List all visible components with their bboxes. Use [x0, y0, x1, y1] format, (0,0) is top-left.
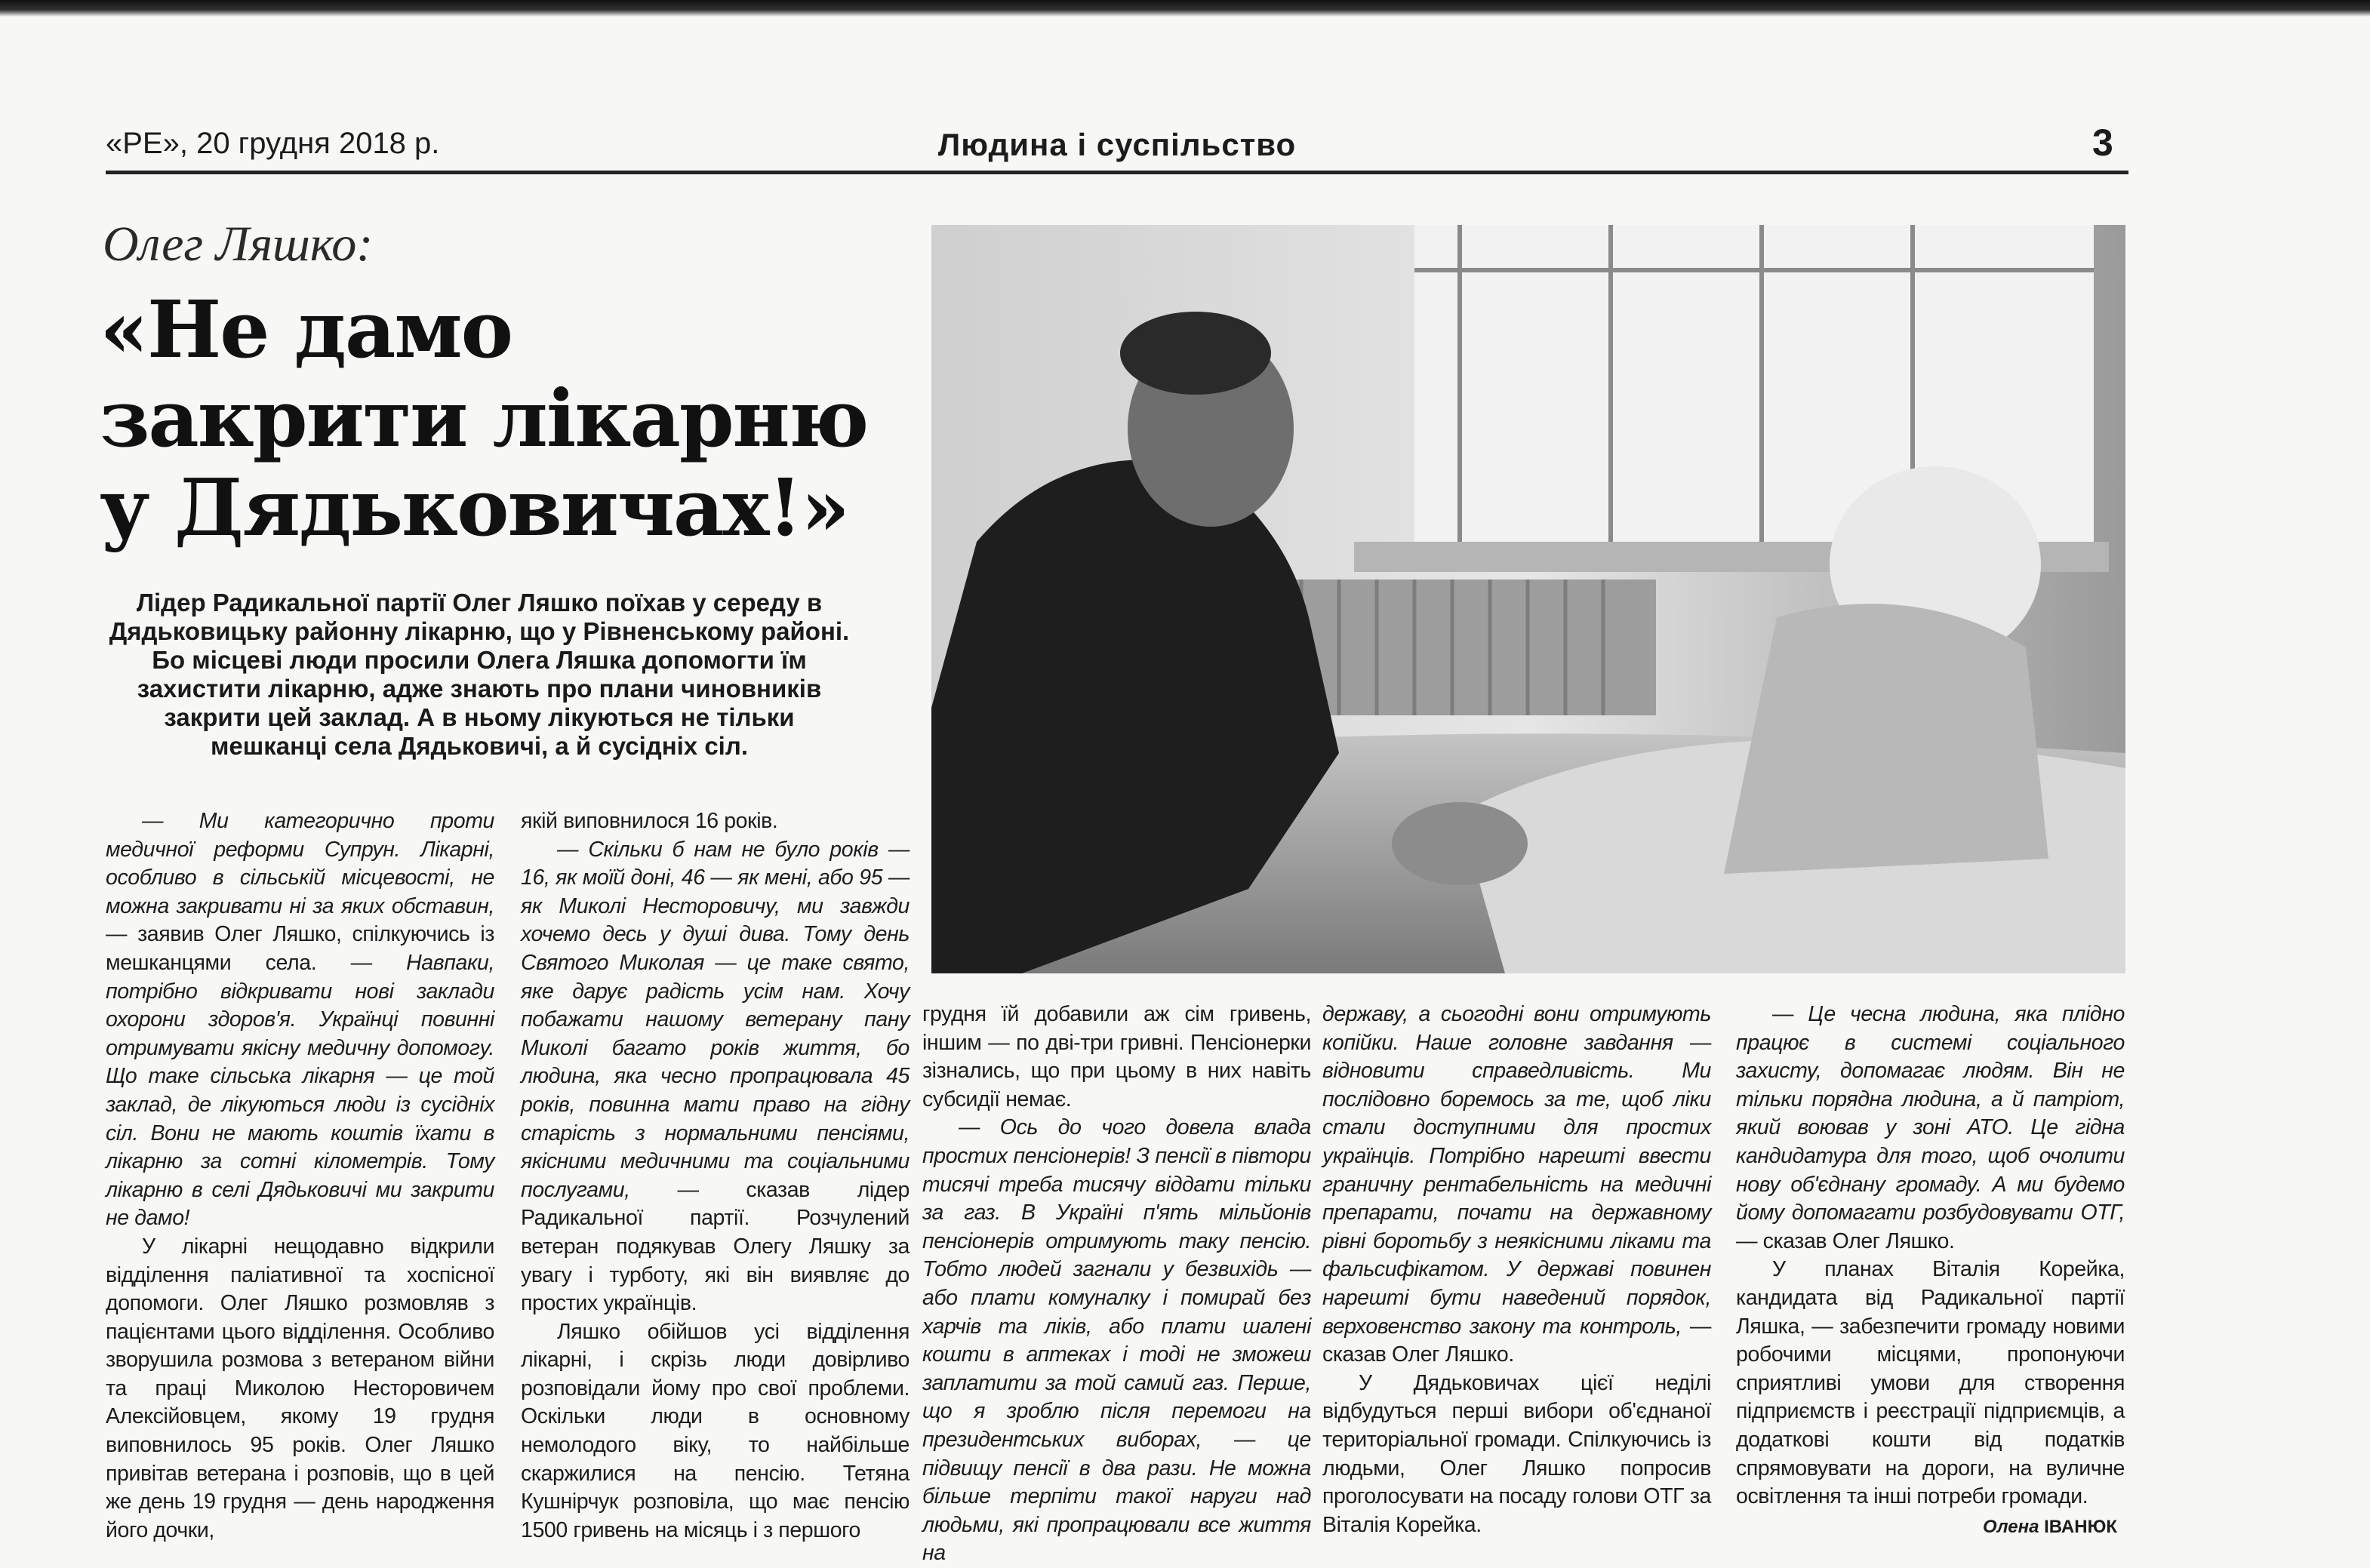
body-text: — сказав лідер Радикальної партії. Розчулений ветеран подякував Олегу Ляшку за увагу і турботу, які він виявляє до простих українців.	[521, 1177, 910, 1316]
quote-text: — Скільки б нам не було років — 16, як моїй доні, 46 — як мені, або 95 — як Миколі Несторовичу, ми завжди хочемо десь у душі дива. Тому день Святого Миколая — це таке свято, яке дарує радість усім нам. Хочу побажати нашому ветерану пану Миколі багато років життя, бо людина, яка чесно пропрацювала 45 років, повинна мати право на гідну старість з нормальними пенсіями, якісними медичними та соціальними послугами,	[521, 837, 910, 1202]
quote-text: державу, а сьогодні вони отримують копійки. Наше головне завдання — відновити справедливість. Ми послідовно боремось за те, щоб ліки стали доступними для простих українців. Потрібно нарешті ввести граничну рентабельність на медичні препарати, почати на державному рівні боротьбу з неякісними ліками та фальсифікатом. У державі повинен нарешті бути наведений порядок, верховенство закону та контроль,	[1322, 1002, 1711, 1339]
body-text: — сказав Олег Ляшко.	[1322, 1314, 1711, 1367]
article-column-4	[1322, 1001, 1711, 1539]
page-number: 3	[2092, 121, 2113, 164]
article-paragraph	[922, 1001, 1311, 1114]
article-paragraph	[1322, 1370, 1711, 1540]
article-paragraph	[922, 1114, 1311, 1568]
article-kicker: Олег Ляшко:	[103, 217, 374, 272]
header-rule	[106, 171, 2128, 174]
body-text: Ляшко обійшов усі відділення лікарні, і скрізь люди довірливо розповідали йому про свої проблеми. Оскільки люди в основному немолодого віку, то найбільше скаржилися на пенсію. Тетяна Кушнірчук розповіла, що має пенсію 1500 гривень на місяць і з першого	[521, 1319, 910, 1542]
article-paragraph	[521, 836, 910, 1318]
article-paragraph	[521, 807, 910, 836]
article-paragraph	[1736, 1256, 2125, 1511]
issue-date: «РЕ», 20 грудня 2018 р.	[106, 127, 440, 160]
patient	[1724, 604, 2048, 874]
body-text: У Дядьковичах цієї неділі відбудуться перші вибори об'єднаної територіальної громади. Спілкуючись із людьми, Олег Ляшко попросив проголосувати на посаду голови ОТГ за Віталія Корейка.	[1322, 1370, 1711, 1537]
article-column-5	[1736, 1001, 2125, 1511]
body-text: У планах Віталія Корейка, кандидата від Радикальної партії Ляшка, — забезпечити громаду новими робочими місцями, пропонуючи сприятливі умови для створення підприємств і реєстрації підприємців, а додаткові кошти від податків спрямовувати на дороги, на вуличне освітлення та інші потреби громади.	[1736, 1257, 2125, 1509]
article-paragraph	[521, 1318, 910, 1545]
article-column-1	[106, 807, 494, 1545]
section-title: Людина і суспільство	[937, 127, 1297, 162]
article-photo	[931, 225, 2125, 973]
article-headline	[100, 285, 930, 552]
author-byline	[1736, 1517, 2117, 1538]
body-text: грудня їй добавили аж сім гривень, іншим — по дві-три гривні. Пенсіонерки зізнались, що при цьому в них навіть субсидії немає.	[922, 1002, 1311, 1111]
radiator	[1279, 580, 1656, 715]
headline-line: «Не дамо	[100, 283, 512, 376]
author-first-name: Олена	[1982, 1517, 2039, 1537]
article-paragraph	[106, 1233, 494, 1545]
article-column-2	[521, 807, 910, 1545]
headline-line: закрити лікарню	[100, 372, 868, 465]
quote-text: Навпаки, потрібно відкривати нові заклади охорони здоров'я. Українці повинні отримувати якісну медичну допомогу. Що таке сільська лікарня — це той заклад, де лікуються люди із сусідніх сіл. Вони не мають коштів їхати в лікарню за сотні кілометрів. Тому лікарню в селі Дядьковичі ми закрити не дамо!	[106, 950, 494, 1231]
author-last-name: ІВАНЮК	[2044, 1517, 2117, 1537]
quote-text: — Ось до чого довела влада простих пенсіонерів! З пенсії в півтори тисячі треба тисячу віддати тільки за газ. В Україні п'ять мільйонів пенсіонерів отримують таку пенсію. Тобто людей загнали у безвихідь — або плати комуналку і помирай без харчів та ліків, або плати шалені кошти в аптеках і тоді не зможеш заплатити за той самий газ. Перше, що я зроблю після перемоги на президентських виборах, — це підвищу пенсії в два рази. Не можна більше терпіти такої наруги над людьми, які пропрацювали все життя на	[922, 1115, 1311, 1566]
quote-text: — Ми категорично проти медичної реформи Супрун. Лікарні, особливо в сільській місцевості, не можна закривати ні за яких обставин, —	[106, 809, 494, 947]
quote-text: — Це чесна людина, яка плідно працює в системі соціального захисту, допомагає людям. Він не тільки порядна людина, а й патріот, який воював у зоні АТО. Це гідна кандидатура для того, щоб очолити нову об'єднану громаду. А ми будемо йому допомагати розбудовувати ОТГ,	[1736, 1002, 2125, 1225]
article-paragraph	[1736, 1001, 2125, 1256]
article-column-3	[922, 1001, 1311, 1568]
article-lead: Лідер Радикальної партії Олег Ляшко поїхав у середу в Дядьковицьку районну лікарню, що у Рівненському районі. Бо місцеві люди просили Олега Ляшка допомогти їм захистити лікарню, адже знають про плани чиновників закрити цей заклад. А в ньому лікуються не тільки мешканці села Дядьковичі, а й сусідніх сіл.	[109, 589, 850, 760]
scan-edge	[0, 0, 2370, 17]
hands	[1392, 802, 1528, 885]
article-paragraph	[1322, 1001, 1711, 1370]
body-text: якій виповнилося 16 років.	[521, 809, 778, 833]
headline-line: у Дядьковичах!»	[100, 461, 849, 554]
body-text: — сказав Олег Ляшко.	[1736, 1228, 1955, 1253]
body-text: заявив Олег Ляшко, спілкуючись із мешканцями села. —	[106, 922, 494, 975]
article-paragraph	[106, 807, 494, 1233]
body-text: У лікарні нещодавно відкрили відділення паліативної та хоспісної допомоги. Олег Ляшко розмовляв з пацієнтами цього відділення. Особливо зворушила розмова з ветераном війни та праці Миколою Несторовичем Алексійовцем, якому 19 грудня виповнилось 95 років. Олег Ляшко привітав ветерана і розповів, що в цей же день 19 грудня — день народження його дочки,	[106, 1234, 494, 1542]
